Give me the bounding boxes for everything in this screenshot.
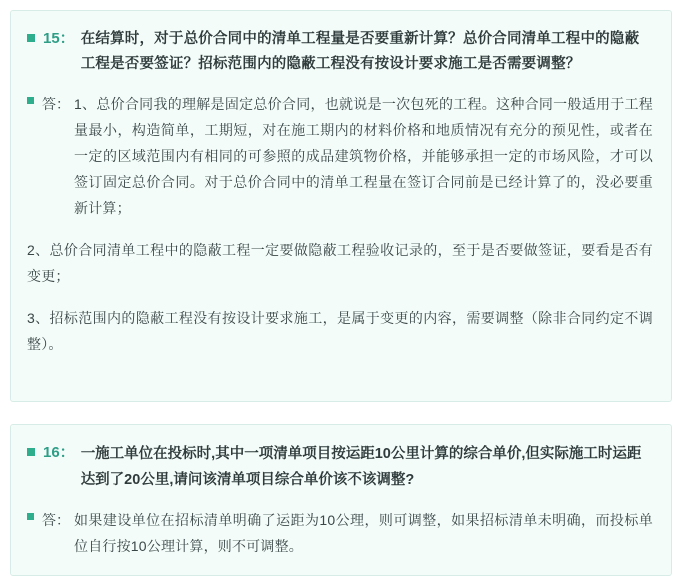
question-row — [27, 441, 653, 493]
answer-block — [27, 91, 653, 357]
square-bullet-icon — [27, 513, 34, 520]
answer-block — [27, 507, 653, 559]
question-text: 一施工单位在投标时,其中一项清单项目按运距10公里计算的综合单价,但实际施工时运距达到了20公里,请问该清单项目综合单价该不该调整? — [80, 446, 642, 488]
card-bottom-spacer — [27, 357, 653, 385]
qa-card — [10, 424, 672, 576]
answer-paragraph: 1、总价合同我的理解是固定总价合同，也就说是一次包死的工程。这种合同一般适用于工程量最小，构造简单，工期短，对在施工期内的材料价格和地质情况有充分的预见性，或者在一定的区域范围内有相同的可参照的成品建筑物价格，并能够承担一定的市场风险，才可以签订固定总价合同。对于总价合同中的清单工程量在签订合同前是已经计算了的，没必要重新计算； — [74, 96, 653, 216]
square-bullet-icon — [27, 448, 35, 456]
answer-label: 答： — [42, 512, 70, 528]
question-number: 15： — [43, 30, 75, 47]
answer-row — [27, 507, 653, 559]
question-text: 在结算时，对于总价合同中的清单工程量是否要重新计算？总价合同清单工程中的隐蔽工程是否要签证？招标范围内的隐蔽工程没有按设计要求施工是否需要调整？ — [80, 31, 640, 72]
square-bullet-icon — [27, 34, 35, 42]
question-number: 16： — [43, 444, 75, 461]
answer-paragraph: 3、招标范围内的隐蔽工程没有按设计要求施工，是属于变更的内容，需要调整（除非合同约定不调整）。 — [27, 310, 653, 352]
qa-card — [10, 10, 672, 402]
answer-label: 答： — [42, 96, 70, 112]
question-row — [27, 27, 653, 77]
answer-row — [27, 91, 653, 221]
square-bullet-icon — [27, 97, 34, 104]
answer-paragraph: 如果建设单位在招标清单明确了运距为10公理，则可调整，如果招标清单未明确，而投标单位自行按10公理计算，则不可调整。 — [74, 512, 653, 554]
answer-paragraph: 2、总价合同清单工程中的隐蔽工程一定要做隐蔽工程验收记录的，至于是否要做签证，要看是否有变更； — [27, 242, 653, 284]
